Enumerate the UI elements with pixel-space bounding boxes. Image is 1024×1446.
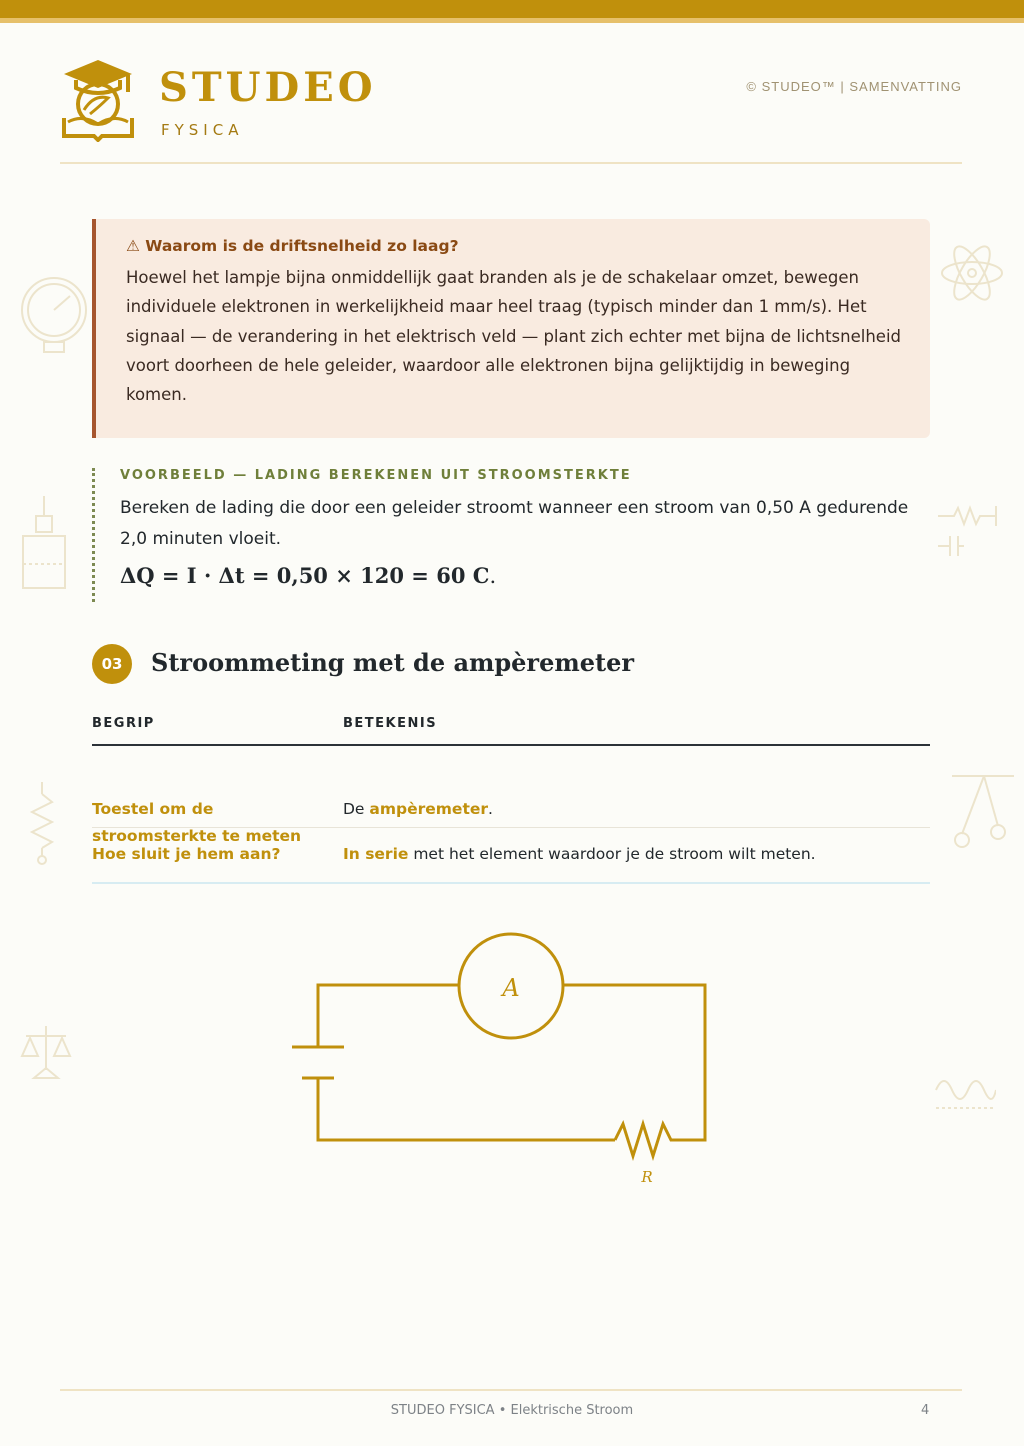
formula-expression: ΔQ = I · Δt = 0,50 × 120 =: [120, 563, 437, 588]
wave-icon: [934, 1072, 996, 1112]
example-formula: [120, 563, 930, 588]
example-label: VOORBEELD — LADING BEREKENEN UIT STROOMSTERKTE: [120, 468, 632, 483]
battery-icon: [20, 494, 70, 592]
pendulum-icon: [950, 772, 1016, 850]
spring-icon: [28, 780, 56, 866]
ammeter-circuit-diagram: [280, 920, 740, 1200]
header-divider: [60, 162, 962, 164]
header-meta: © STUDEO™ | SAMENVATTING: [746, 79, 962, 94]
top-accent-bar: [0, 0, 1024, 18]
drift-velocity-callout: [92, 219, 930, 438]
brand-title: STUDEO: [159, 64, 377, 111]
column-header-meaning: BETEKENIS: [343, 716, 438, 731]
gauge-icon: [20, 276, 90, 356]
example-block: [92, 468, 930, 602]
table-header: [92, 710, 930, 746]
circuit-wire-top-right: [563, 985, 705, 1140]
meaning-text: met het element waardoor je de stroom wilt meten.: [408, 845, 816, 863]
meaning-text: De: [343, 800, 370, 818]
column-header-term: BEGRIP: [92, 716, 155, 731]
top-accent-bar-light: [0, 18, 1024, 23]
definition-table: [92, 710, 930, 884]
resistor-capacitor-icon: [936, 500, 1000, 560]
row-meaning: [343, 796, 930, 823]
atom-icon: [938, 240, 1006, 306]
meaning-highlight: In serie: [343, 845, 409, 863]
row-term: Hoe sluit je hem aan?: [92, 845, 281, 863]
footer-text: STUDEO FYSICA • Elektrische Stroom: [390, 1403, 634, 1418]
brand-subject: FYSICA: [161, 121, 244, 139]
formula-result: 60 C: [436, 563, 490, 588]
ammeter-label: A: [502, 974, 520, 1002]
section-number-badge: 03: [92, 644, 132, 684]
circuit-wire-top-left: [318, 985, 460, 1048]
formula-end: .: [489, 564, 497, 588]
resistor-zigzag: [615, 1124, 678, 1156]
graduation-book-logo-icon: [60, 58, 136, 142]
table-row: [92, 746, 930, 845]
table-row: [92, 828, 930, 884]
section-title: Stroommeting met de ampèremeter: [151, 648, 635, 677]
circuit-wire-bottom: [318, 1078, 615, 1140]
footer-divider: [60, 1389, 962, 1391]
callout-body: Hoewel het lampje bijna onmiddellijk gaat branden als je de schakelaar omzet, bewegen individuele elektronen in werkelijkheid maar heel traag (typisch minder dan 1 mm/s). Het signaal — de verandering in het elektrisch veld — plant zich echter met bijna de lichtsnelheid voort doorheen de hele geleider, waardoor alle elektronen bijna gelijktijdig in beweging komen.: [126, 268, 902, 405]
callout-title: ⚠ Waarom is de driftsnelheid zo laag?: [126, 237, 459, 255]
row-meaning: [343, 841, 930, 868]
meaning-text-end: .: [488, 800, 493, 818]
row-term: Toestel om de stroomsterkte te meten: [92, 800, 302, 845]
example-body: Bereken de lading die door een geleider stroomt wanneer een stroom van 0,50 A gedurende 2,0 minuten vloeit.: [120, 498, 909, 549]
balance-scale-icon: [20, 1022, 72, 1080]
page-number: 4: [921, 1403, 930, 1418]
resistor-label: R: [641, 1168, 653, 1186]
meaning-highlight: ampèremeter: [369, 800, 489, 818]
